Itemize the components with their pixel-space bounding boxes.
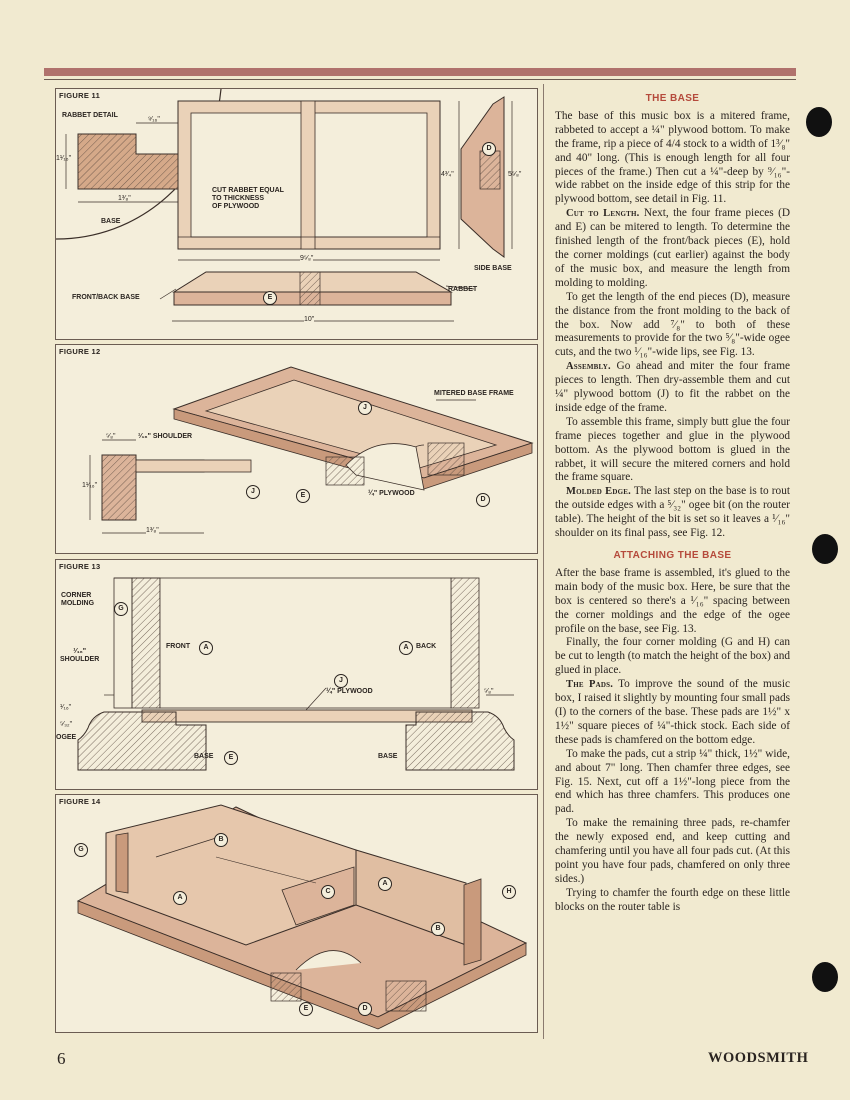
rabbet-label: RABBET — [448, 286, 478, 293]
paragraph-2-body: Next, the four frame pieces (D and E) can be mitered to length. To determine the finished length of the front/back pieces (E), hold the corner moldings (cut earlier) against the body of the music box, and measure the length from molding to molding. — [555, 207, 790, 289]
frame-width-dim: 9⁵⁄₈" — [300, 255, 314, 262]
figure-14-drawing — [56, 795, 537, 1032]
figure-11 — [55, 88, 538, 340]
page-number: 6 — [57, 1049, 66, 1068]
side-base-label: SIDE BASE — [474, 265, 512, 272]
rabbet-detail-label: RABBET DETAIL — [62, 112, 118, 119]
part-e-badge: E — [263, 291, 277, 305]
part-e-badge: E — [224, 751, 238, 765]
paragraph-8: Finally, the four corner molding (G and H) can be cut to length (to match the height of the box) and glued in place. — [555, 636, 790, 677]
cut-to-length-lead: Cut to Length. — [566, 208, 640, 220]
paragraph-6-body: The last step on the base is to rout the outside edges with a ⁵⁄₃₂" ogee bit (on the router table). The height of the bit is set so it leaves a ¹⁄₁₆" shoulder on its final pass, see Fig. 12. — [555, 485, 790, 540]
part-a-back-badge: A — [399, 641, 413, 655]
figure-13-drawing — [56, 560, 537, 789]
binder-hole-bottom — [812, 962, 838, 992]
front-back-base-label: FRONT/BACK BASE — [72, 294, 140, 301]
article-column — [555, 92, 790, 915]
paragraph-9 — [555, 678, 790, 748]
part-g-badge: G — [114, 602, 128, 616]
paragraph-6 — [555, 485, 790, 541]
profile-height-dim: 1¹⁄₁₆" — [82, 482, 98, 489]
pads-lead: The Pads. — [566, 679, 614, 691]
part-d-badge: D — [482, 142, 496, 156]
figure-12-title: FIGURE 12 — [59, 347, 101, 356]
paragraph-4 — [555, 360, 790, 416]
part-e-badge: E — [296, 489, 310, 503]
part-j-badge: J — [334, 674, 348, 688]
paragraph-7: After the base frame is assembled, it's glued to the main body of the music box. Here, be sure that the box is centered so there's a ¹⁄₁₆" spacing between the corner moldings and the edge of the ogee profile on the base, see Fig. 13. — [555, 566, 790, 635]
right-base-ogee — [406, 712, 514, 770]
part-j-badge-2: J — [246, 485, 260, 499]
cut-rabbet-note: CUT RABBET EQUAL TO THICKNESS OF PLYWOOD — [212, 187, 284, 211]
binder-hole-middle — [812, 534, 838, 564]
part-b-badge-2: B — [431, 922, 445, 936]
paragraph-5: To assemble this frame, simply butt glue the four frame pieces together and glue in the plywood bottom. As the plywood bottom is glued in the rabbet, it will secure the mitered corners and hold the frame square. — [555, 415, 790, 484]
profile-width-dim: 1³⁄₈" — [146, 527, 159, 534]
ogee-label: OGEE — [56, 734, 77, 741]
figure-14-title: FIGURE 14 — [59, 797, 101, 806]
height-dim: 4³⁄₄" — [441, 171, 454, 178]
figure-12 — [55, 344, 538, 554]
figure-14 — [55, 794, 538, 1033]
base-left-label: BASE — [194, 753, 214, 760]
ogee-bit-dim: ⁵⁄₃₂" — [60, 721, 73, 728]
column-divider — [543, 84, 544, 1039]
assembly-lead: Assembly. — [566, 361, 611, 373]
part-a-front-badge: A — [199, 641, 213, 655]
figure-11-title: FIGURE 11 — [59, 91, 101, 100]
publication-name: WOODSMITH — [708, 1050, 809, 1066]
heading-attaching-the-base: ATTACHING THE BASE — [613, 550, 732, 561]
part-d-badge: D — [358, 1002, 372, 1016]
binder-hole-top — [806, 107, 832, 137]
plywood-label: ¼" PLYWOOD — [326, 688, 373, 695]
base-label: BASE — [101, 218, 121, 225]
front-label: FRONT — [166, 643, 191, 650]
back-label: BACK — [416, 643, 437, 650]
figure-13 — [55, 559, 538, 790]
part-a-badge: A — [173, 891, 187, 905]
shoulder-dim: ¹⁄₁₆" SHOULDER — [138, 433, 193, 440]
part-e-badge: E — [299, 1002, 313, 1016]
paragraph-3: To get the length of the end pieces (D), measure the distance from the front molding to the back of the box. Now add ⁷⁄₈" to both of these measurements to provide for the two ⁵⁄₈"-wide ogee cuts, and the two ¹⁄₁₆"-wide lips, see Fig. 13. — [555, 290, 790, 359]
mitered-base-frame-label: MITERED BASE FRAME — [434, 390, 514, 397]
top-thin-rule — [44, 79, 796, 80]
part-c-badge: C — [321, 885, 335, 899]
paragraph-12: Trying to chamfer the fourth edge on these little blocks on the router table is — [555, 886, 790, 913]
part-d-badge: D — [476, 493, 490, 507]
paragraph-1: The base of this music box is a mitered frame, rabbeted to accept a ¼" plywood bottom. To make the frame, rip a piece of 4/4 stock to a width of 1³⁄₈" and 40" long. (This is enough length for all four pieces of the frame.) Then cut a ¼"-deep by ⁹⁄₁₆"-wide rabbet on the inside edge of this strip for the plywood bottom, see detail in Fig. 11. — [555, 109, 790, 206]
plywood-label: ¼" PLYWOOD — [368, 490, 415, 497]
paragraph-10: To make the pads, cut a strip ¼" thick, 1½" wide, and about 7" long. Then chamfer three edges, see Fig. 15. Next, cut off a 1½"-long piece from the end which has three chamfers. This produces one pad. — [555, 747, 790, 816]
part-h-badge: H — [502, 885, 516, 899]
part-b-badge: B — [214, 833, 228, 847]
rabbet-width-dim: ⁹⁄₁₆" — [148, 116, 160, 123]
front-section — [132, 578, 160, 708]
part-a-badge-2: A — [378, 877, 392, 891]
back-section — [451, 578, 479, 708]
right-spacing-dim: ⁵⁄₈" — [484, 688, 494, 695]
heading-the-base: THE BASE — [645, 93, 700, 104]
paragraph-9-body: To improve the sound of the music box, I raised it slightly by mounting four small pads (I) to the corners of the base. These pads are 1½" x 1½" square pieces of ¼"-thick stock. Each side of these pads is chamfered on the bottom edge. — [555, 678, 790, 746]
base-right-label: BASE — [378, 753, 398, 760]
side-width-dim: 5⁵⁄₈" — [508, 171, 522, 178]
part-g-badge: G — [74, 843, 88, 857]
top-rule — [44, 68, 796, 76]
figure-12-drawing — [56, 345, 537, 553]
shoulder-label: ¹⁄₁₆" SHOULDER — [60, 648, 100, 664]
length-dim: 10" — [304, 316, 315, 323]
molded-edge-lead: Molded Edge. — [566, 486, 631, 498]
base-width-dim: 1³⁄₈" — [118, 195, 131, 202]
ogee-width-dim: ⁵⁄₈" — [106, 433, 116, 440]
rabbet-height-dim: 1¹⁄₁₆" — [56, 155, 72, 162]
paragraph-2 — [555, 207, 790, 290]
part-j-badge: J — [358, 401, 372, 415]
figure-13-title: FIGURE 13 — [59, 562, 101, 571]
lip-dim: ¹⁄₁₆" — [60, 704, 72, 711]
paragraph-11: To make the remaining three pads, re-chamfer the newly exposed end, and keep cutting and chamfering until you have all four pads cut. (At this point you have four pads, chamfered on only three sides.) — [555, 817, 790, 885]
corner-molding-label: CORNER MOLDING — [61, 592, 95, 608]
paragraph-4-body: Go ahead and miter the four frame pieces to length. Then dry-assemble them and cut ¼" plywood bottom (J) to fit the rabbet on the inside edge of the frame. — [555, 360, 790, 414]
